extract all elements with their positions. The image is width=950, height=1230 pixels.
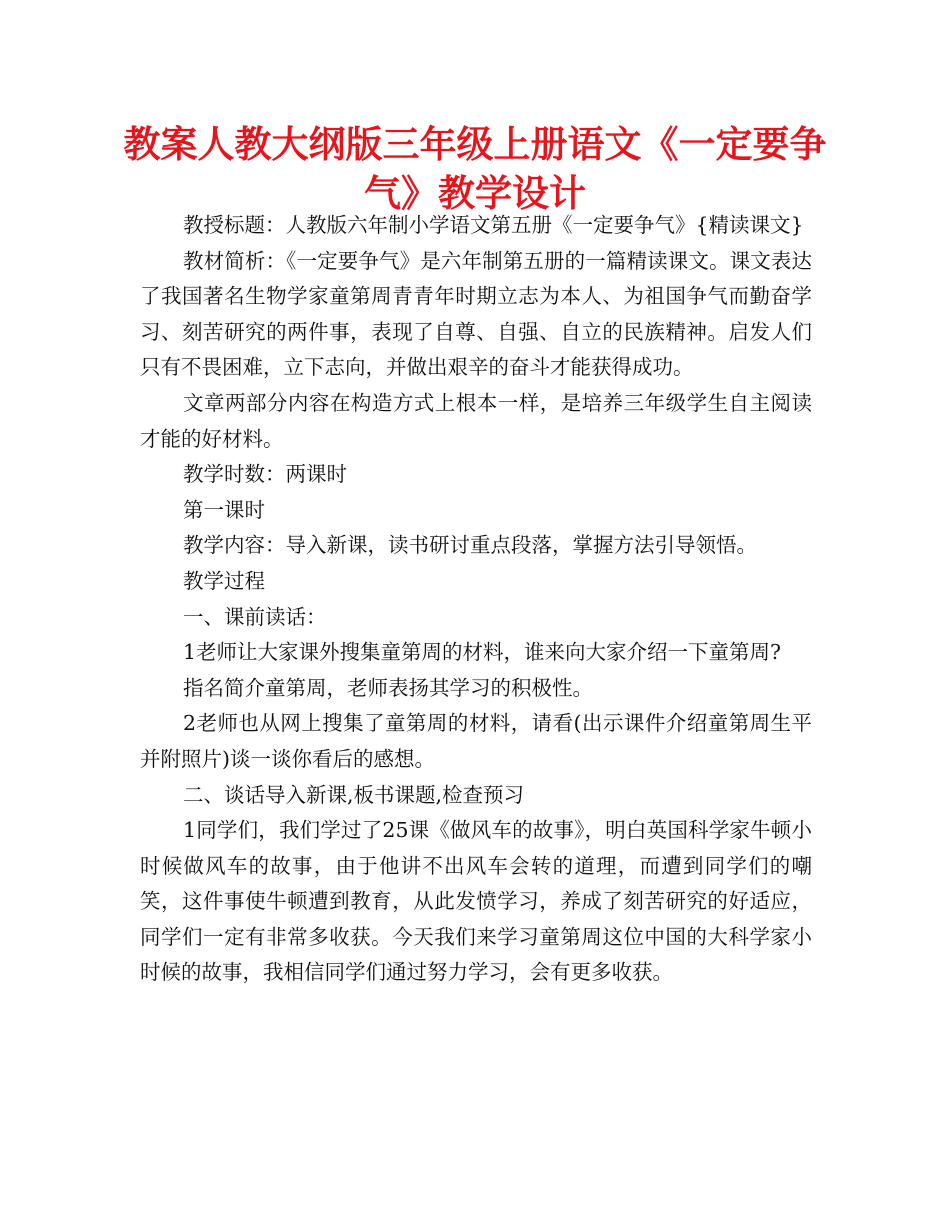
paragraph-section-two-step-1: 1同学们，我们学过了25课《做风车的故事》，明白英国科学家牛顿小时候做风车的故事，由于他讲不出风车会转的道理，而遭到同学们的嘲笑，这件事使牛顿遭到教育，从此发愤学习，养成了刻苦研究的好适应，同学们一定有非常多收获。今天我们来学习童第周这位中国的大科学家小时候的故事，我相信同学们通过努力学习，会有更多收获。 bbox=[140, 818, 812, 985]
paragraph-section-two: 二、谈话导入新课,板书课题,检查预习 bbox=[183, 782, 525, 807]
paragraph-step-2: 2老师也从网上搜集了童第周的材料，请看(出示课件介绍童第周生平并附照片)谈一谈你看后的感想。 bbox=[140, 711, 812, 771]
paragraph-section-one: 一、课前读话： bbox=[183, 604, 327, 629]
paragraph-analysis: 教材简析：《一定要争气》是六年制第五册的一篇精读课文。课文表达了我国著名生物学家童第周青青年时期立志为本人、为祖国争气而勤奋学习、刻苦研究的两件事，表现了自尊、自强、自立的民族精神。启发人们只有不畏困难，立下志向，并做出艰辛的奋斗才能获得成功。 bbox=[140, 248, 812, 380]
paragraph-hours: 教学时数：两课时 bbox=[183, 462, 347, 487]
paragraph-content: 教学内容：导入新课，读书研讨重点段落，掌握方法引导领悟。 bbox=[183, 533, 757, 558]
paragraph-step-1-note: 指名简介童第周，老师表扬其学习的积极性。 bbox=[183, 675, 593, 700]
document-title: 教案人教大纲版三年级上册语文《一定要争气》教学设计 bbox=[123, 123, 827, 215]
paragraph-structure: 文章两部分内容在构造方式上根本一样，是培养三年级学生自主阅读才能的好材料。 bbox=[140, 390, 812, 451]
paragraph-step-1: 1老师让大家课外搜集童第周的材料，谁来向大家介绍一下童第周? bbox=[183, 640, 782, 665]
paragraph-lesson-one: 第一课时 bbox=[183, 497, 265, 522]
document-body bbox=[140, 208, 812, 991]
paragraph-process-heading: 教学过程 bbox=[183, 568, 265, 593]
paragraph-topic: 教授标题：人教版六年制小学语文第五册《一定要争气》{精读课文} bbox=[183, 213, 804, 237]
